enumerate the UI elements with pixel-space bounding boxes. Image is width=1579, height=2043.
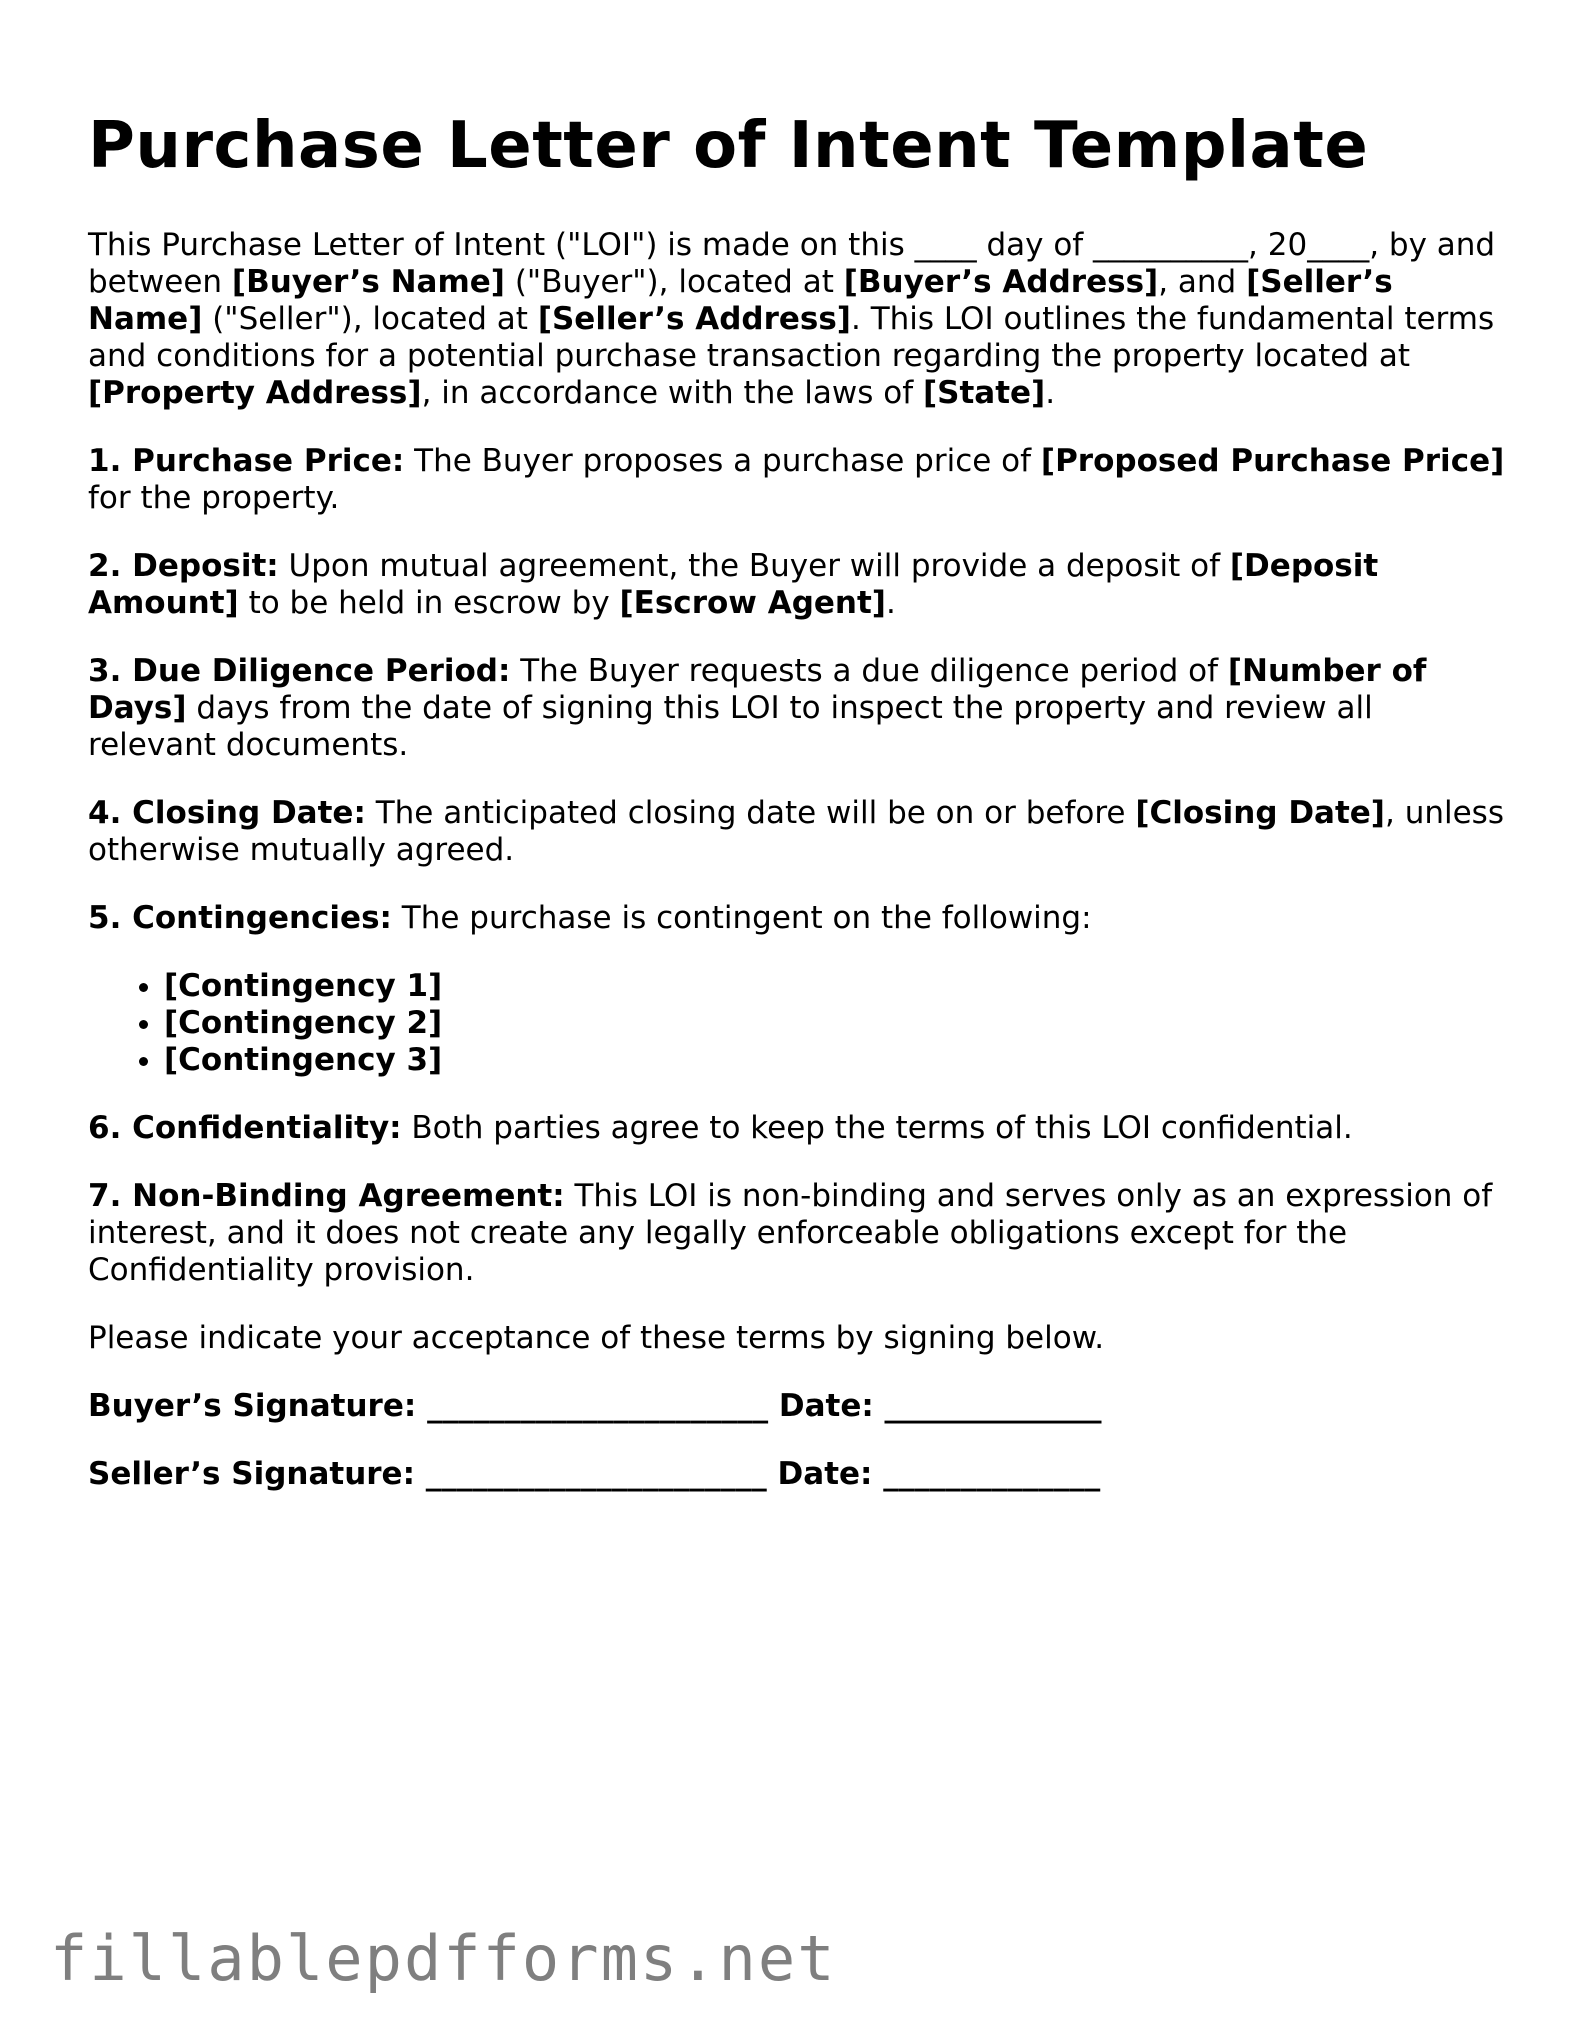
intro-text: . This LOI outlines the fundamental terms and conditions for a potential purchase transaction regarding the property located at — [88, 300, 1495, 374]
section-deposit — [88, 548, 1508, 622]
intro-text: ("Buyer"), located at — [504, 263, 844, 300]
section-confidentiality — [88, 1110, 1508, 1147]
buyer-name-placeholder: [Buyer’s Name] — [231, 263, 505, 300]
intro-text: , in accordance with the laws of — [421, 374, 923, 411]
section-text: . — [885, 584, 896, 621]
deposit-amount-placeholder: [Deposit Amount] — [88, 547, 1379, 621]
section-text: The Buyer requests a due diligence period of — [510, 652, 1228, 689]
list-item: • [Contingency 3] — [164, 1042, 1508, 1079]
section-text: Upon mutual agreement, the Buyer will provide a deposit of — [278, 547, 1230, 584]
contingency-list — [88, 968, 1508, 1079]
purchase-price-placeholder: [Proposed Purchase Price] — [1040, 442, 1505, 479]
list-item: • [Contingency 1] — [164, 968, 1508, 1005]
section-heading: 6. Confidentiality: — [88, 1109, 402, 1146]
intro-paragraph — [88, 227, 1508, 412]
acceptance-text: Please indicate your acceptance of these terms by signing below. — [88, 1319, 1105, 1356]
buyer-address-placeholder: [Buyer’s Address] — [843, 263, 1159, 300]
section-text: The Buyer proposes a purchase price of — [404, 442, 1041, 479]
section-purchase-price — [88, 443, 1508, 517]
section-text: Both parties agree to keep the terms of this LOI confidential. — [401, 1109, 1353, 1146]
section-non-binding — [88, 1178, 1508, 1289]
seller-name-placeholder: [Seller’s Name] — [88, 263, 1393, 337]
section-heading: 1. Purchase Price: — [88, 442, 405, 479]
property-address-placeholder: [Property Address] — [88, 374, 422, 411]
section-heading: 4. Closing Date: — [88, 794, 366, 831]
section-text: This LOI is non-binding and serves only as an expression of interest, and it does not create any legally enforceable obligations except for the Confidentiality provision. — [88, 1177, 1493, 1288]
list-item: • [Contingency 2] — [164, 1005, 1508, 1042]
buyer-signature-line: Buyer’s Signature: ______________________ Date: ______________ — [88, 1387, 1102, 1424]
section-text: , unless otherwise mutually agreed. — [88, 794, 1504, 868]
seller-signature-line: Seller’s Signature: ______________________ Date: ______________ — [88, 1455, 1101, 1492]
watermark: fillablepdfforms.net — [50, 1922, 837, 1995]
section-due-diligence — [88, 653, 1508, 764]
section-heading: 2. Deposit: — [88, 547, 279, 584]
section-heading: 3. Due Diligence Period: — [88, 652, 511, 689]
signature-block — [88, 1388, 1508, 1493]
section-closing-date — [88, 795, 1508, 869]
section-contingencies — [88, 900, 1508, 937]
number-of-days-placeholder: [Number of Days] — [88, 652, 1427, 726]
intro-text: This Purchase Letter of Intent ("LOI") is made on this ____ day of __________, 20____, by and between — [88, 226, 1496, 300]
seller-address-placeholder: [Seller’s Address] — [537, 300, 851, 337]
intro-text: , and — [1158, 263, 1247, 300]
intro-text: ("Seller"), located at — [202, 300, 538, 337]
document-page — [88, 108, 1508, 1524]
closing-date-placeholder: [Closing Date] — [1135, 794, 1385, 831]
section-text: The anticipated closing date will be on or before — [365, 794, 1136, 831]
section-heading: 5. Contingencies: — [88, 899, 392, 936]
escrow-agent-placeholder: [Escrow Agent] — [619, 584, 886, 621]
document-title: Purchase Letter of Intent Template — [88, 109, 1369, 183]
section-text: for the property. — [88, 479, 340, 516]
intro-text: . — [1045, 374, 1056, 411]
section-text: The purchase is contingent on the following: — [391, 899, 1092, 936]
section-text: days from the date of signing this LOI to inspect the property and review all relevant documents. — [88, 689, 1373, 763]
section-heading: 7. Non-Binding Agreement: — [88, 1177, 565, 1214]
section-text: to be held in escrow by — [238, 584, 620, 621]
state-placeholder: [State] — [922, 374, 1046, 411]
